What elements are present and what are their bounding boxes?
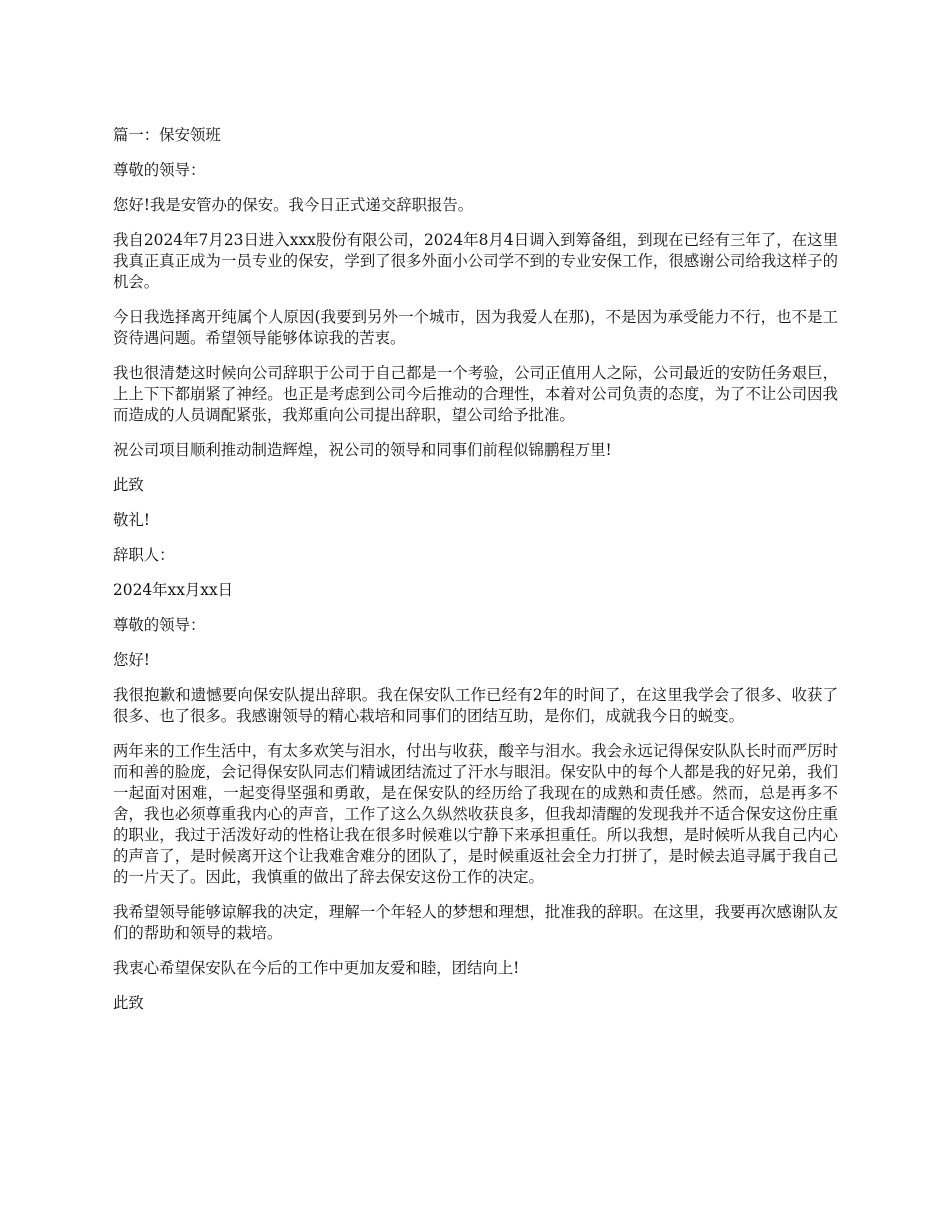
- date-line: 2024年xx月xx日: [113, 581, 234, 599]
- paragraph: 我很抱歉和遗憾要向保安队提出辞职。我在保安队工作已经有2年的时间了，在这里我学会了很多、收获了很多、也了很多。我感谢领导的精心栽培和同事们的团结互助，是你们，成就我今日的蜕变。: [113, 686, 838, 725]
- paragraph: 我也很清楚这时候向公司辞职于公司于自己都是一个考验，公司正值用人之际，公司最近的安防任务艰巨，上上下下都崩紧了神经。也正是考虑到公司今后推动的合理性，本着对公司负责的态度，为了不让公司因我而造成的人员调配紧张，我郑重向公司提出辞职，望公司给予批准。: [113, 364, 838, 424]
- signature-line: 辞职人：: [113, 546, 175, 564]
- closing-line: 此致: [113, 476, 144, 494]
- greeting: 您好!: [113, 651, 150, 669]
- document-body: [113, 125, 838, 1028]
- paragraph: 我希望领导能够谅解我的决定，理解一个年轻人的梦想和理想，批准我的辞职。在这里，我要再次感谢队友们的帮助和领导的栽培。: [113, 903, 838, 942]
- closing-line: 此致: [113, 994, 144, 1012]
- salutation: 尊敬的领导：: [113, 161, 206, 179]
- closing-line: 敬礼!: [113, 511, 150, 529]
- paragraph: 今日我选择离开纯属个人原因(我要到另外一个城市，因为我爱人在那)，不是因为承受能力不行，也不是工资待遇问题。希望领导能够体谅我的苦衷。: [113, 308, 838, 347]
- paragraph: 祝公司项目顺利推动制造辉煌，祝公司的领导和同事们前程似锦鹏程万里!: [113, 441, 612, 459]
- salutation: 尊敬的领导：: [113, 616, 206, 634]
- paragraph: 我自2024年7月23日进入xxx股份有限公司，2024年8月4日调入到筹备组，到现在已经有三年了，在这里我真正真正成为一员专业的保安，学到了很多外面小公司学不到的专业安保工作，很感谢公司给我这样子的机会。: [113, 231, 838, 291]
- paragraph: 我衷心希望保安队在今后的工作中更加友爱和睦，团结向上!: [113, 959, 520, 977]
- paragraph: 两年来的工作生活中，有太多欢笑与泪水，付出与收获，酸辛与泪水。我会永远记得保安队队长时而严厉时而和善的脸庞，会记得保安队同志们精诚团结流过了汗水与眼泪。保安队中的每个人都是我的好兄弟，我们一起面对困难，一起变得坚强和勇敢，是在保安队的经历给了我现在的成熟和责任感。然而，总是再多不舍，我也必须尊重我内心的声音，工作了这么久纵然收获良多，但我却清醒的发现我并不适合保安这份庄重的职业，我过于活泼好动的性格让我在很多时候难以宁静下来承担重任。所以我想，是时候听从我自己内心的声音了，是时候离开这个让我难舍难分的团队了，是时候重返社会全力打拼了，是时候去追寻属于我自己的一片天了。因此，我慎重的做出了辞去保安这份工作的决定。: [113, 742, 838, 886]
- paragraph: 您好!我是安管办的保安。我今日正式递交辞职报告。: [113, 196, 474, 214]
- section-heading: 篇一：保安领班: [113, 126, 221, 144]
